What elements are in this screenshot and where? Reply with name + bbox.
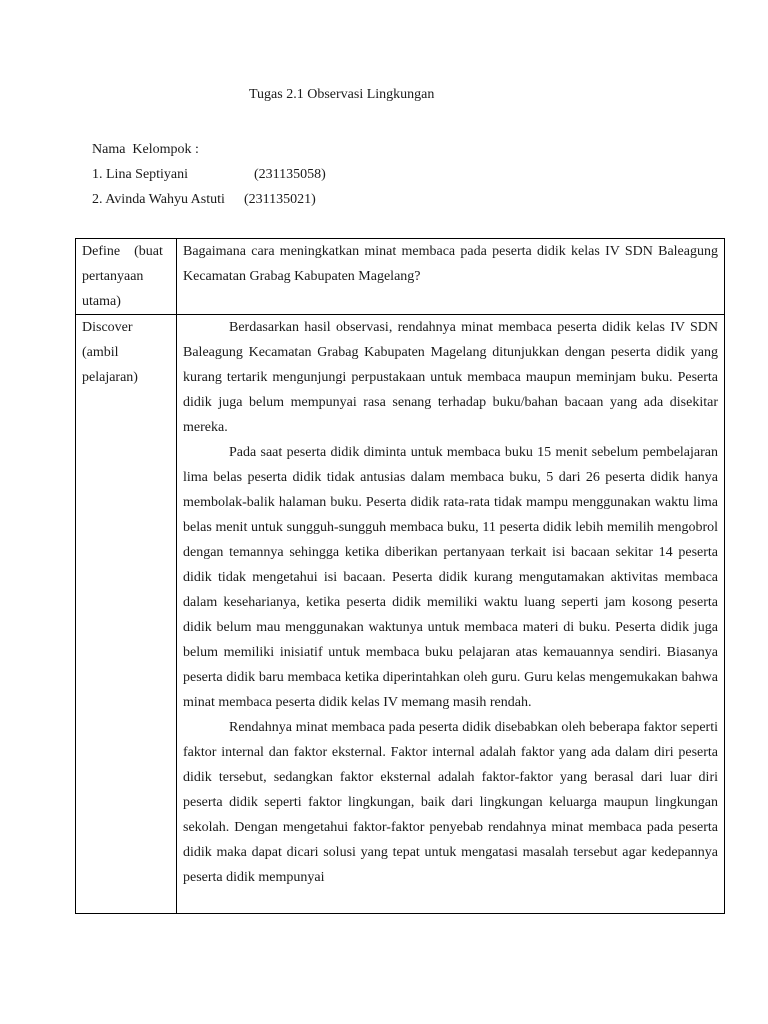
member-id: (231135058) [254, 167, 326, 182]
define-question-cell [177, 239, 725, 315]
discover-paragraph-3: Rendahnya minat membaca pada peserta didik disebabkan oleh beberapa faktor seperti faktor internal dan faktor eksternal. Faktor internal adalah faktor yang ada dalam diri peserta didik tersebut, sedangkan faktor eksternal adalah faktor-faktor yang berasal dari luar diri peserta didik seperti faktor lingkungan, baik dari lingkungan keluarga maupun lingkungan sekolah. Dengan mengetahui faktor-faktor penyebab rendahnya minat membaca pada peserta didik maka dapat dicari solusi yang tepat untuk mengatasi masalah tersebut agar kedepannya peserta didik mempunyai [183, 720, 718, 885]
group-member-1 [92, 162, 326, 187]
group-member-2 [92, 187, 326, 212]
discover-label-line: pelajaran) [82, 370, 138, 385]
discover-label-cell [76, 315, 177, 914]
define-label-line: Define (buat [82, 244, 163, 259]
observation-table [75, 238, 725, 914]
member-id: (231135021) [244, 192, 316, 207]
define-label-cell [76, 239, 177, 315]
discover-content [183, 315, 718, 913]
main-question: Bagaimana cara meningkatkan minat membaca pada peserta didik kelas IV SDN Baleagung Kecamatan Grabag Kabupaten Magelang? [183, 244, 718, 284]
discover-content-cell [177, 315, 725, 914]
define-label-line: pertanyaan [82, 269, 144, 284]
table-row-define [76, 239, 725, 315]
discover-paragraph-1: Berdasarkan hasil observasi, rendahnya minat membaca peserta didik kelas IV SDN Baleagung Kecamatan Grabag Kabupaten Magelang ditunjukkan dengan peserta didik yang kurang tertarik mengunjungi perpustakaan untuk membaca maupun meminjam buku. Peserta didik juga belum mempunyai rasa senang terhadap buku/bahan bacaan yang ada disekitar mereka. [183, 320, 718, 435]
group-info [92, 137, 326, 212]
discover-label-line: (ambil [82, 345, 119, 360]
member-name: 1. Lina Septiyani [92, 167, 189, 182]
discover-paragraph-2: Pada saat peserta didik diminta untuk membaca buku 15 menit sebelum pembelajaran lima belas peserta didik tidak antusias dalam membaca buku, 5 dari 26 peserta didik hanya membolak-balik halaman buku. Peserta didik rata-rata tidak mampu menggunakan waktu lima belas menit untuk sungguh-sungguh membaca buku, 11 peserta didik lebih memilih mengobrol dengan temannya sehingga ketika diberikan pertanyaan terkait isi bacaan sekitar 14 peserta didik tidak mengetahui isi bacaan. Peserta didik kurang mengutamakan aktivitas membaca dalam keseharianya, ketika peserta didik memiliki waktu luang seperti jam kosong peserta didik belum mau menggunakan waktunya untuk membaca materi di buku. Peserta didik juga belum memiliki inisiatif untuk membaca buku pelajaran atas kemauannya sendiri. Biasanya peserta didik baru membaca ketika diperintahkan oleh guru. Guru kelas mengemukakan bahwa minat membaca peserta didik kelas IV memang masih rendah. [183, 445, 718, 710]
document-title: Tugas 2.1 Observasi Lingkungan [249, 87, 435, 102]
group-label: Nama Kelompok : [92, 142, 199, 157]
define-label-line: utama) [82, 294, 121, 309]
member-name: 2. Avinda Wahyu Astuti [92, 192, 225, 207]
discover-label-line: Discover [82, 320, 133, 335]
table-row-discover [76, 315, 725, 914]
